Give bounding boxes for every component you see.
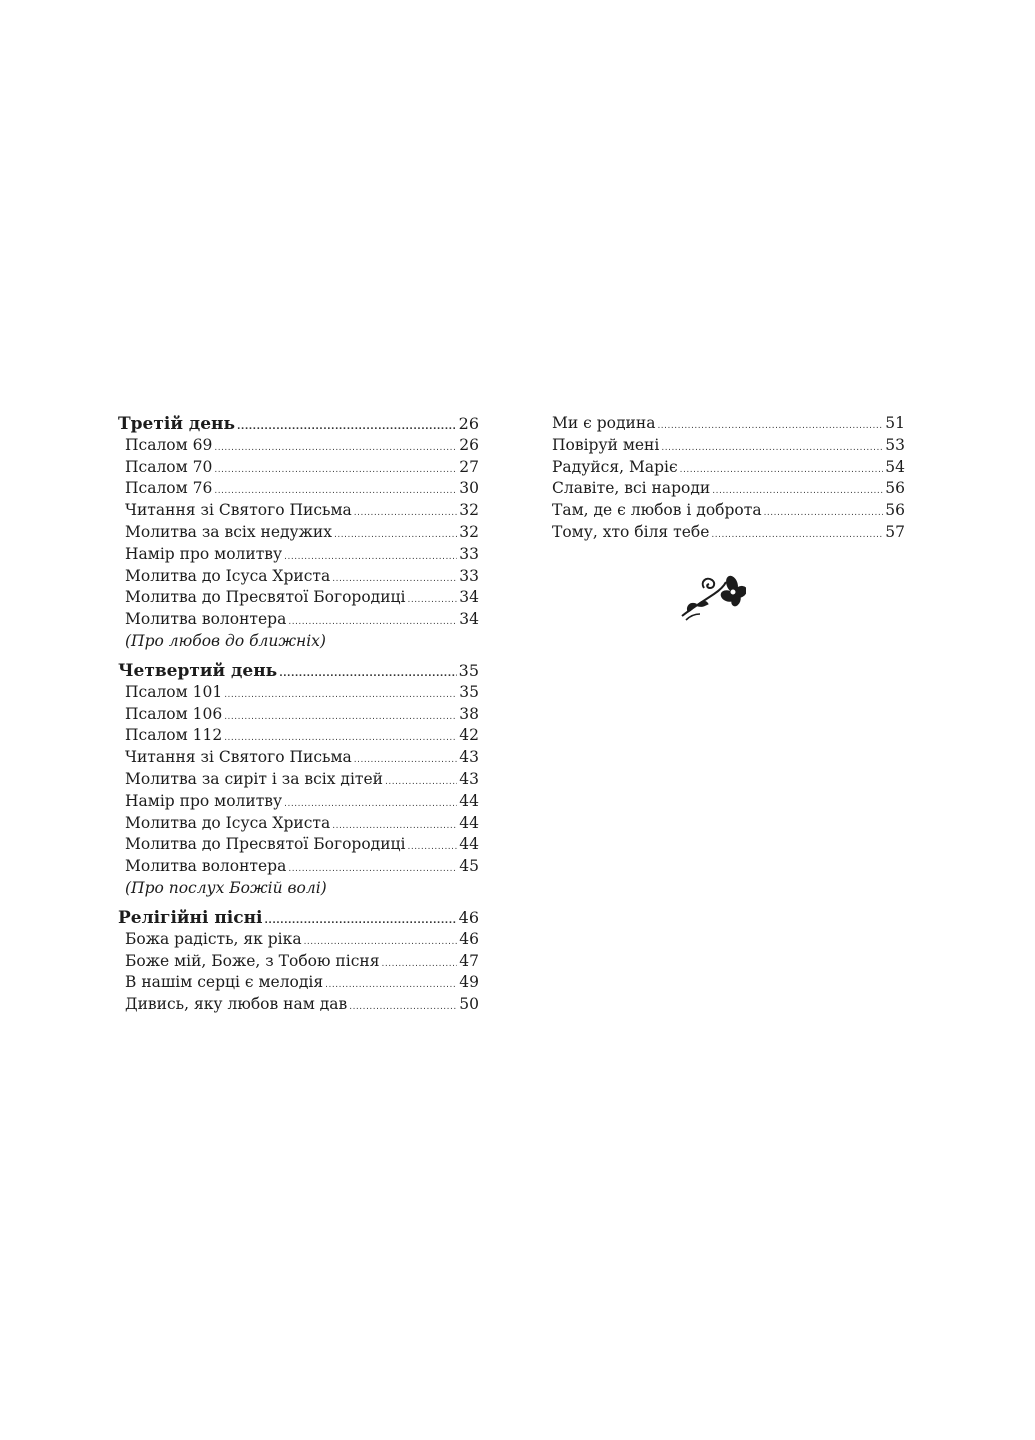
toc-entry[interactable] <box>118 834 479 856</box>
toc-entry-title: Псалом 69 <box>125 435 213 454</box>
toc-page-number: 27 <box>459 457 479 476</box>
toc-dot-leader <box>382 954 458 976</box>
toc-page-number: 33 <box>459 544 479 563</box>
toc-entry-title: В нашім серці є мелодія <box>125 973 324 992</box>
toc-note: (Про любов до ближніх) <box>125 631 326 650</box>
toc-dot-leader <box>354 503 458 525</box>
toc-entry-title: Божа радість, як ріка <box>125 929 302 948</box>
toc-entry[interactable] <box>118 725 479 747</box>
toc-entry-title: Четвертий день <box>118 660 278 681</box>
toc-entry-title: Псалом 76 <box>125 479 213 498</box>
toc-entry-title: Молитва до Ісуса Христа <box>125 566 331 585</box>
toc-dot-leader <box>349 997 457 1019</box>
toc-entry-title: Славіте, всі народи <box>552 479 711 498</box>
toc-entry-title: Молитва волонтера <box>125 610 287 629</box>
toc-entry-title: Намір про молитву <box>125 791 283 810</box>
toc-dot-leader <box>224 685 457 707</box>
toc-page-number: 47 <box>459 951 479 970</box>
toc-dot-leader <box>661 438 883 460</box>
toc-page-number: 44 <box>459 791 479 810</box>
toc-page-number: 46 <box>459 929 479 948</box>
toc-dot-leader <box>224 707 457 729</box>
toc-entry-title: Псалом 70 <box>125 457 213 476</box>
toc-right-column <box>552 413 905 544</box>
toc-dot-leader <box>711 525 883 547</box>
toc-entry[interactable] <box>118 587 479 609</box>
toc-entry[interactable] <box>118 478 479 500</box>
toc-page-number: 38 <box>459 704 479 723</box>
toc-entry-title: Молитва за сиріт і за всіх дітей <box>125 769 383 788</box>
toc-page-number: 35 <box>458 660 479 680</box>
toc-entry-title: Псалом 106 <box>125 704 223 723</box>
toc-entry-title: Тому, хто біля тебе <box>552 522 710 541</box>
toc-entry[interactable] <box>118 813 479 835</box>
toc-entry-title: Читання зі Святого Письма <box>125 748 352 767</box>
toc-entry[interactable] <box>552 522 905 544</box>
toc-dot-leader <box>334 525 457 547</box>
toc-entry-title: Третій день <box>118 414 235 434</box>
toc-page-number: 35 <box>459 682 479 701</box>
toc-entry-title: Ми є родина <box>552 414 656 432</box>
toc-page-number: 43 <box>459 769 479 788</box>
toc-entry-title: Повіруй мені <box>552 435 660 454</box>
toc-page-number: 44 <box>459 813 479 832</box>
toc-page-number: 43 <box>459 748 479 767</box>
toc-page-number: 54 <box>885 457 905 476</box>
toc-entry-title: Радуйся, Маріє <box>552 457 678 476</box>
toc-page-number: 56 <box>885 479 905 498</box>
toc-page-number: 42 <box>459 726 479 745</box>
toc-entry-title: Боже мій, Боже, з Тобою пісня <box>125 951 380 970</box>
toc-entry-title: Читання зі Святого Письма <box>125 501 352 520</box>
toc-entry-title: Молитва до Пресвятої Богородиці <box>125 835 406 854</box>
toc-entry[interactable] <box>118 544 479 566</box>
toc-dot-leader <box>407 590 457 612</box>
toc-page-number: 49 <box>459 973 479 992</box>
toc-left-column <box>118 413 479 1016</box>
toc-entry-title: Псалом 101 <box>125 682 223 701</box>
toc-entry-title: Намір про молитву <box>125 544 283 563</box>
toc-entry[interactable] <box>118 791 479 813</box>
toc-page-number: 44 <box>459 835 479 854</box>
toc-dot-leader <box>764 503 884 525</box>
toc-dot-leader <box>237 417 457 439</box>
toc-page-number: 45 <box>459 857 479 876</box>
toc-section-heading[interactable] <box>118 907 479 929</box>
toc-entry[interactable] <box>118 747 479 769</box>
toc-page-number: 56 <box>885 501 905 520</box>
toc-entry-title: Дивись, яку любов нам дав <box>125 995 348 1014</box>
toc-entry[interactable] <box>552 435 905 457</box>
toc-page-number: 33 <box>459 566 479 585</box>
toc-entry[interactable] <box>118 994 479 1016</box>
toc-page-number: 30 <box>459 479 479 498</box>
toc-page-number: 32 <box>459 522 479 541</box>
toc-page-number: 50 <box>459 995 479 1014</box>
toc-note: (Про послух Божій волі) <box>125 878 327 897</box>
toc-section-heading[interactable] <box>118 660 479 682</box>
toc-entry[interactable] <box>552 413 905 435</box>
toc-entry[interactable] <box>118 566 479 588</box>
toc-page-number: 32 <box>459 501 479 520</box>
floral-ornament-icon <box>678 572 746 622</box>
toc-entry-title: Молитва до Пресвятої Богородиці <box>125 588 406 607</box>
toc-dot-leader <box>279 664 456 686</box>
toc-page-number: 34 <box>459 588 479 607</box>
toc-page-number: 51 <box>885 414 905 432</box>
toc-page-number: 34 <box>459 610 479 629</box>
toc-entry-title: Молитва волонтера <box>125 857 287 876</box>
toc-entry[interactable] <box>118 682 479 704</box>
toc-entry[interactable] <box>118 704 479 726</box>
toc-entry[interactable] <box>118 929 479 951</box>
toc-entry[interactable] <box>118 609 479 631</box>
toc-page-number: 53 <box>885 435 905 454</box>
toc-entry[interactable] <box>118 769 479 791</box>
toc-entry-title: Там, де є любов і доброта <box>552 501 762 520</box>
toc-entry[interactable] <box>118 856 479 878</box>
toc-page-number: 26 <box>458 414 479 433</box>
toc-dot-leader <box>214 438 457 460</box>
toc-dot-leader <box>657 416 883 438</box>
toc-entry[interactable] <box>552 478 905 500</box>
toc-entry-title: Молитва до Ісуса Христа <box>125 813 331 832</box>
toc-entry[interactable] <box>118 951 479 973</box>
toc-entry-title: Релігійні пісні <box>118 907 263 928</box>
toc-entry[interactable] <box>552 500 905 522</box>
toc-dot-leader <box>385 772 457 794</box>
toc-dot-leader <box>407 837 457 859</box>
toc-page-number: 46 <box>458 907 479 927</box>
toc-page-number: 57 <box>885 522 905 541</box>
toc-entry-title: Псалом 112 <box>125 726 223 745</box>
toc-entry[interactable] <box>118 522 479 544</box>
toc-entry[interactable] <box>552 457 905 479</box>
toc-entry[interactable] <box>118 435 479 457</box>
toc-entry[interactable] <box>118 457 479 479</box>
toc-entry-title: Молитва за всіх недужих <box>125 522 333 541</box>
toc-page-number: 26 <box>459 435 479 454</box>
toc-entry[interactable] <box>118 500 479 522</box>
toc-section-heading[interactable] <box>118 413 479 435</box>
toc-dot-leader <box>214 460 457 482</box>
toc-entry[interactable] <box>118 972 479 994</box>
